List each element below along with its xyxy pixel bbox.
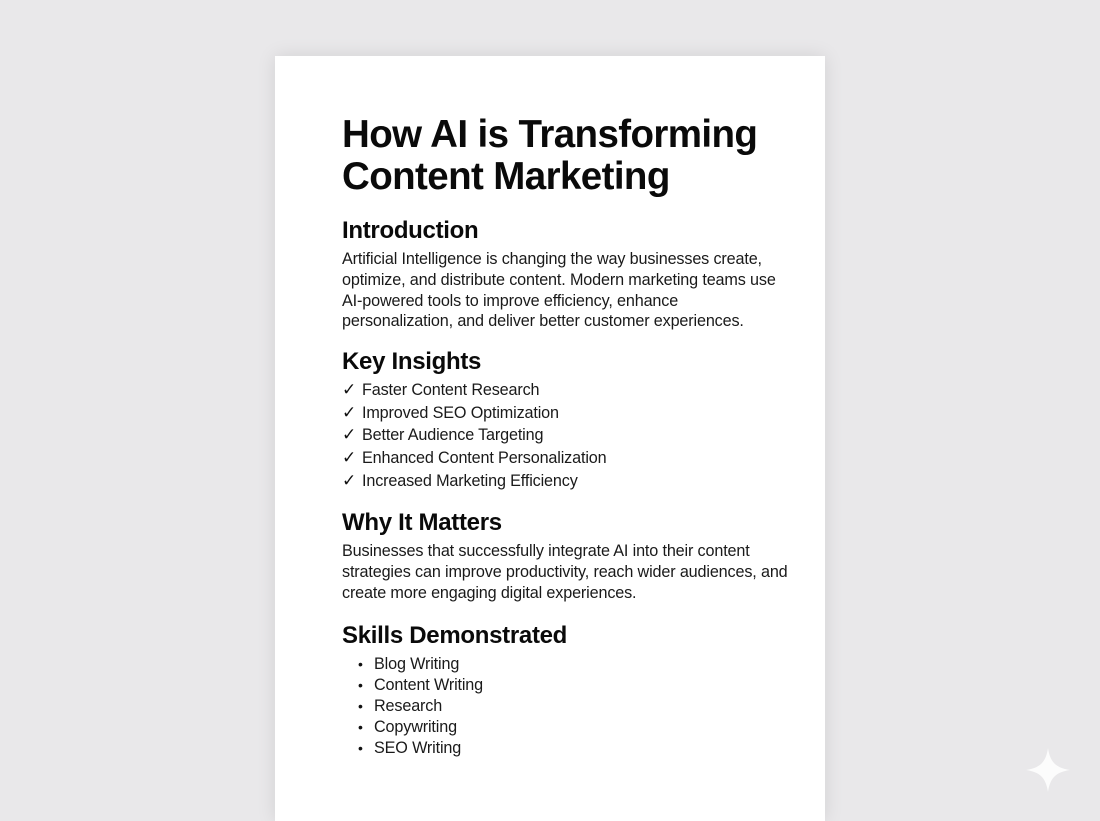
list-item-text: Faster Content Research — [362, 381, 540, 400]
list-item — [358, 738, 789, 759]
list-item-text: Better Audience Targeting — [362, 426, 544, 445]
list-item — [358, 696, 789, 717]
list-item — [358, 717, 789, 738]
introduction-paragraph: Artificial Intelligence is changing the way businesses create, optimize, and distribute content. Modern marketing teams use AI-powered tools to improve efficiency, enhance personalization, and deliver better customer experiences. — [342, 250, 776, 331]
list-item-text: Enhanced Content Personalization — [362, 448, 607, 467]
bullet-icon: • — [358, 718, 363, 735]
list-item — [342, 470, 789, 493]
sparkle-icon — [1024, 746, 1072, 794]
list-item-text: Research — [374, 696, 443, 715]
list-item — [342, 447, 789, 470]
checkmark-icon: ✓ — [342, 447, 357, 467]
list-item — [342, 379, 789, 402]
document-page — [275, 56, 825, 821]
checkmark-icon: ✓ — [342, 425, 357, 445]
checkmark-icon: ✓ — [342, 380, 357, 400]
heading-introduction: Introduction — [342, 217, 479, 244]
list-item-text: Copywriting — [374, 717, 457, 736]
list-item-text: SEO Writing — [374, 738, 462, 757]
heading-skills-demonstrated: Skills Demonstrated — [342, 621, 568, 649]
heading-why-it-matters: Why It Matters — [342, 509, 502, 537]
list-item-text: Blog Writing — [374, 654, 460, 673]
checkmark-icon: ✓ — [342, 402, 357, 422]
key-insights-list — [342, 379, 789, 492]
checkmark-icon: ✓ — [342, 470, 357, 490]
bullet-icon: • — [358, 697, 363, 714]
list-item — [358, 675, 789, 696]
skills-list — [342, 654, 789, 759]
why-it-matters-paragraph: Businesses that successfully integrate AI into their content strategies can improve productivity, reach wider audiences, and create more engaging digital experiences. — [342, 542, 788, 602]
list-item-text: Improved SEO Optimization — [362, 403, 559, 422]
bullet-icon: • — [358, 655, 363, 672]
heading-key-insights: Key Insights — [342, 348, 482, 376]
list-item — [358, 654, 789, 675]
bullet-icon: • — [358, 676, 363, 693]
list-item-text: Content Writing — [374, 675, 484, 694]
list-item — [342, 424, 789, 447]
document-title: How AI is Transforming Content Marketing — [342, 113, 758, 198]
list-item-text: Increased Marketing Efficiency — [362, 471, 578, 490]
bullet-icon: • — [358, 739, 363, 756]
list-item — [342, 402, 789, 425]
